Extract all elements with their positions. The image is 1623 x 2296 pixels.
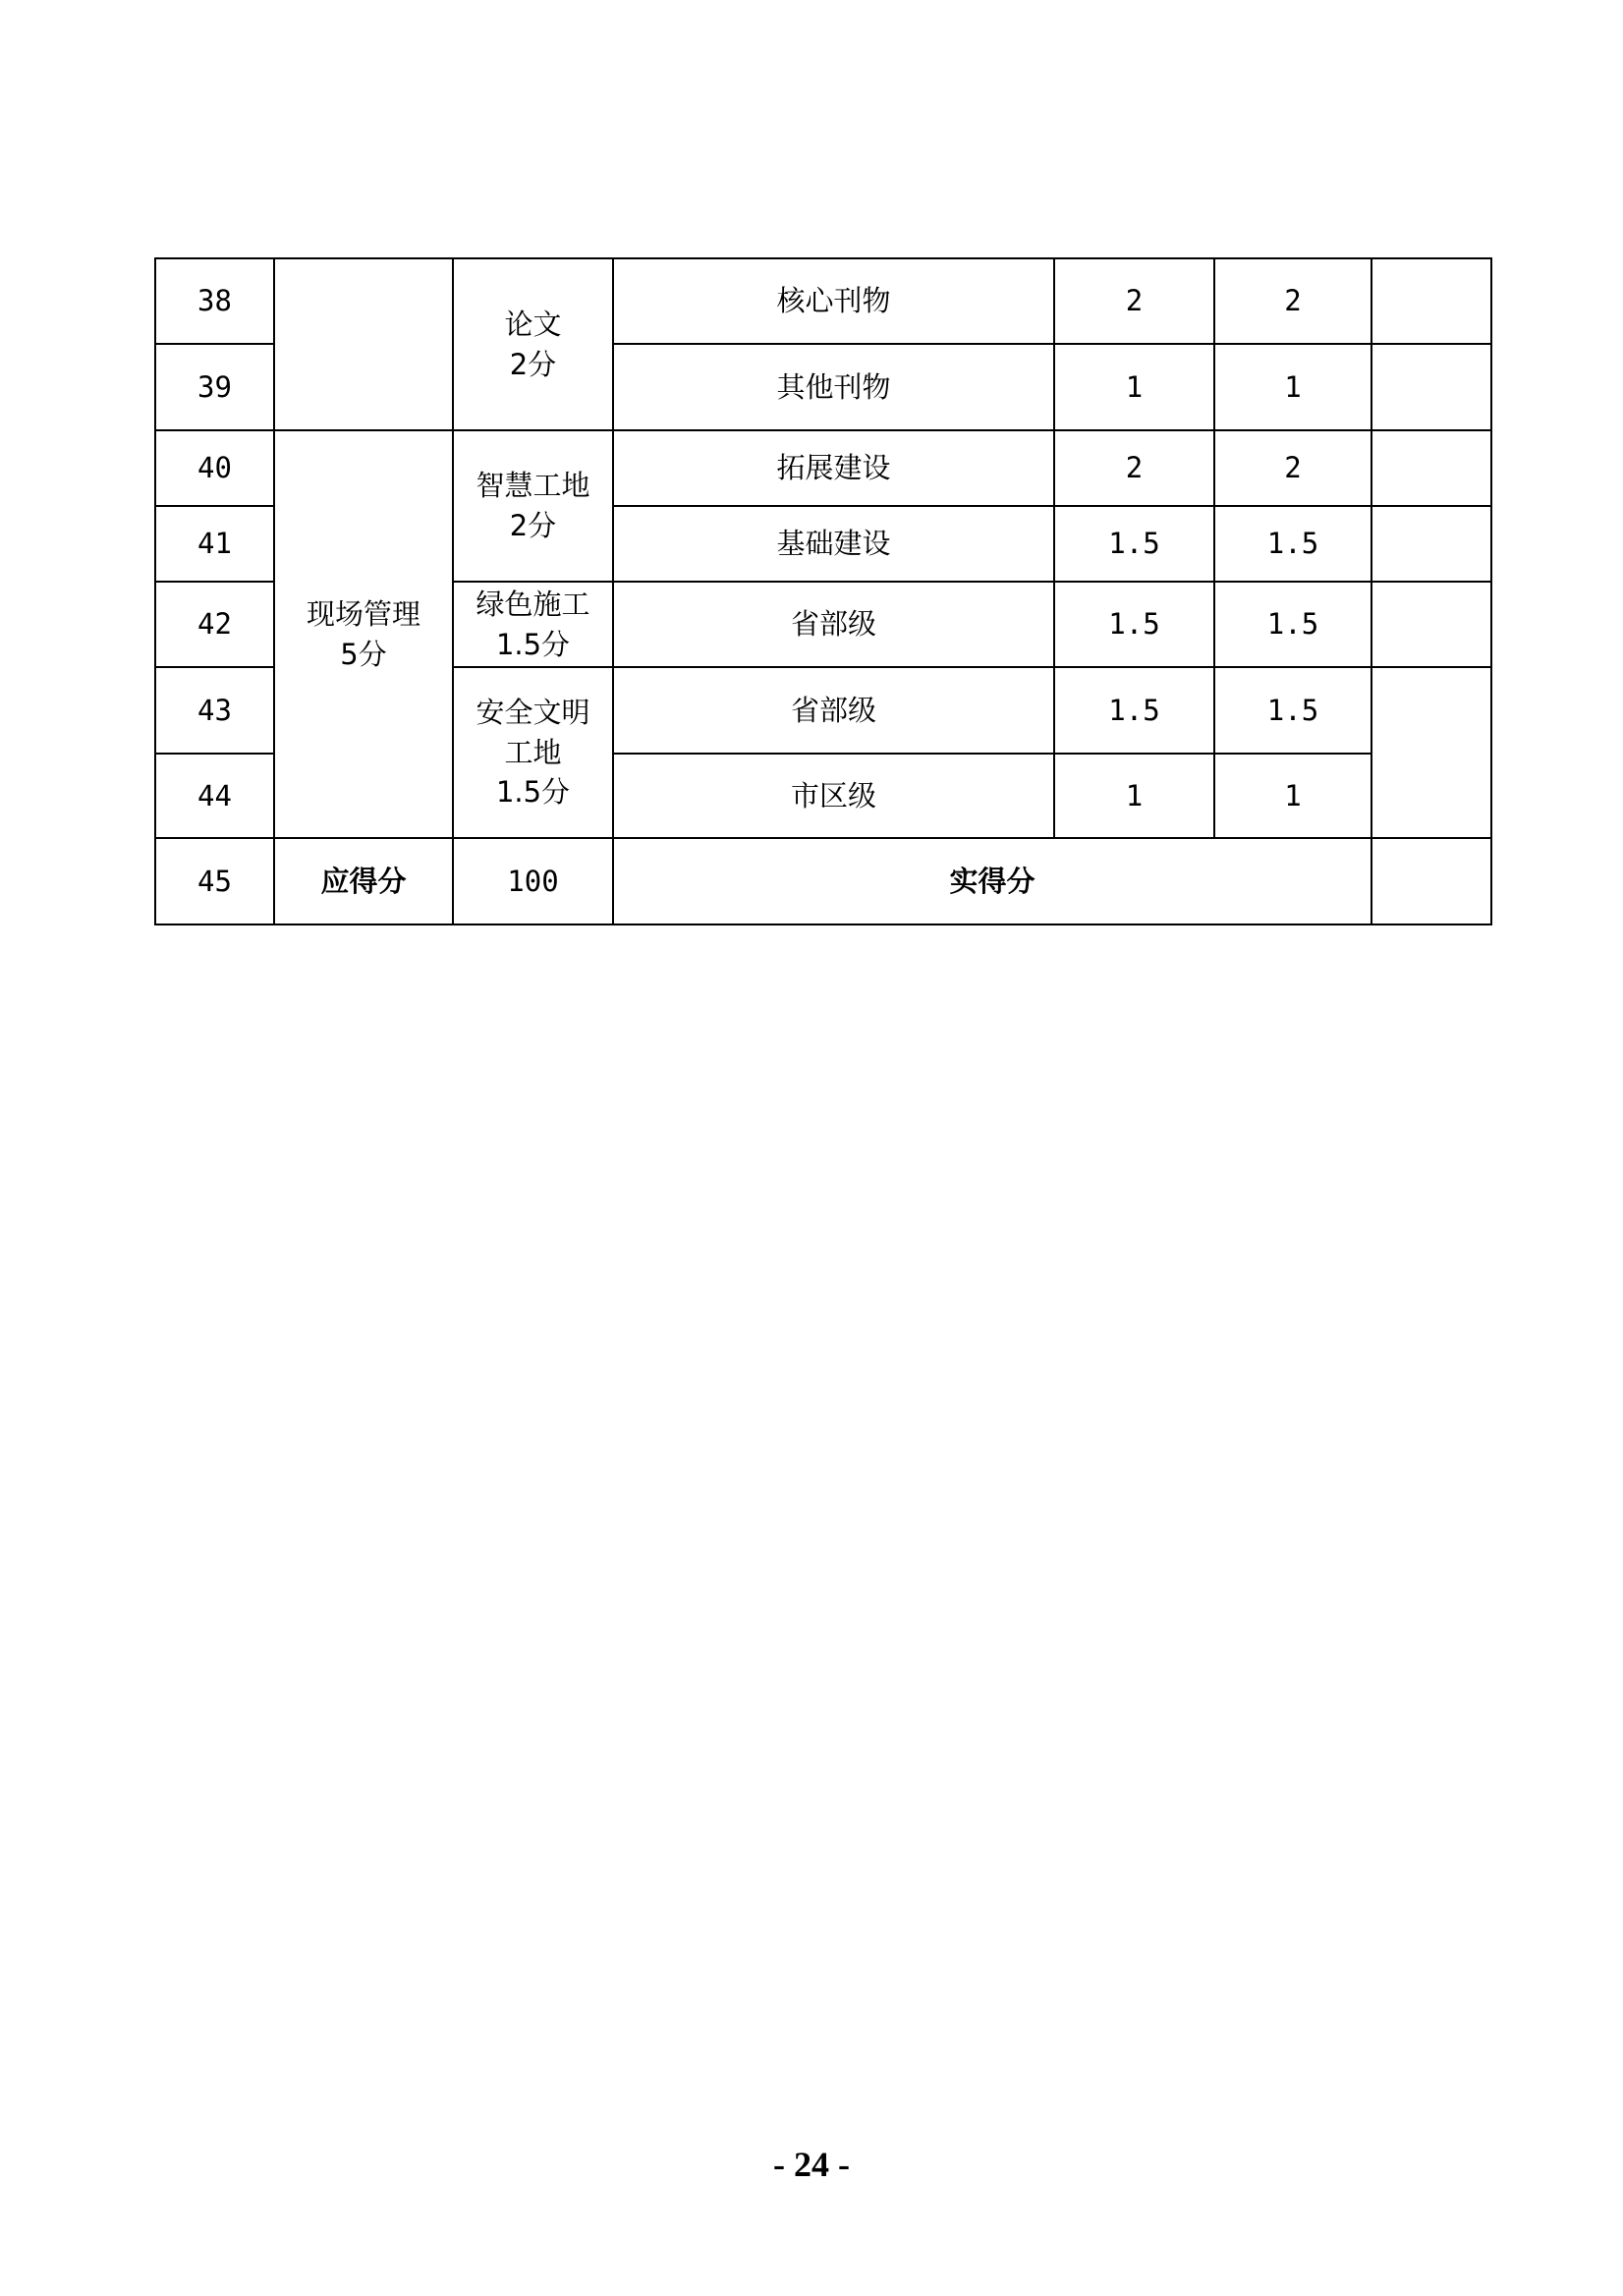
category-label: 现场管理 — [306, 596, 420, 631]
row-number: 45 — [155, 838, 274, 924]
item-name: 基础建设 — [613, 506, 1054, 582]
expected-score-label: 应得分 — [274, 838, 453, 924]
item-score: 1 — [1214, 754, 1371, 838]
item-name: 拓展建设 — [613, 430, 1054, 506]
subcategory-points: 2分 — [509, 347, 557, 381]
full-score: 2 — [1054, 258, 1214, 344]
item-name: 市区级 — [613, 754, 1054, 838]
row-number: 40 — [155, 430, 274, 506]
item-name: 其他刊物 — [613, 344, 1054, 430]
item-score: 2 — [1214, 430, 1371, 506]
subcategory-safe-civil-site — [453, 667, 613, 838]
subcategory-points: 1.5分 — [495, 775, 571, 810]
actual-score-value — [1371, 838, 1491, 924]
row-number: 38 — [155, 258, 274, 344]
subcategory-smart-site — [453, 430, 613, 582]
category-points: 5分 — [340, 637, 387, 671]
total-row — [155, 838, 1491, 924]
blank-cell — [1371, 430, 1491, 506]
expected-score-value: 100 — [453, 838, 613, 924]
row-number: 41 — [155, 506, 274, 582]
item-score: 1.5 — [1214, 667, 1371, 754]
subcategory-green-construction — [453, 582, 613, 667]
row-number: 39 — [155, 344, 274, 430]
full-score: 1 — [1054, 344, 1214, 430]
subcategory-points: 1.5分 — [495, 627, 571, 661]
actual-score-label: 实得分 — [613, 838, 1371, 924]
item-score: 2 — [1214, 258, 1371, 344]
blank-cell — [1371, 506, 1491, 582]
subcategory-paper — [453, 258, 613, 430]
item-name: 核心刊物 — [613, 258, 1054, 344]
subcategory-label: 安全文明 — [476, 696, 590, 730]
full-score: 1.5 — [1054, 667, 1214, 754]
item-name: 省部级 — [613, 582, 1054, 667]
subcategory-label-cont: 工地 — [504, 735, 562, 769]
full-score: 1 — [1054, 754, 1214, 838]
page-number: - 24 - — [773, 2145, 850, 2184]
row-number: 43 — [155, 667, 274, 754]
subcategory-points: 2分 — [509, 509, 557, 542]
row-number: 42 — [155, 582, 274, 667]
blank-cell — [1371, 344, 1491, 430]
row-number: 44 — [155, 754, 274, 838]
item-score: 1.5 — [1214, 582, 1371, 667]
table-row — [155, 258, 1491, 344]
full-score: 1.5 — [1054, 506, 1214, 582]
subcategory-label: 智慧工地 — [476, 469, 590, 503]
category-site-management — [274, 430, 453, 838]
blank-cell — [1371, 582, 1491, 667]
table-row — [155, 430, 1491, 506]
score-table — [154, 257, 1492, 925]
blank-cell — [1371, 258, 1491, 344]
full-score: 1.5 — [1054, 582, 1214, 667]
subcategory-label: 绿色施工 — [476, 587, 590, 621]
blank-cell — [1371, 667, 1491, 838]
subcategory-label: 论文 — [504, 307, 562, 341]
category-cell-empty — [274, 258, 453, 430]
item-score: 1.5 — [1214, 506, 1371, 582]
item-name: 省部级 — [613, 667, 1054, 754]
full-score: 2 — [1054, 430, 1214, 506]
item-score: 1 — [1214, 344, 1371, 430]
